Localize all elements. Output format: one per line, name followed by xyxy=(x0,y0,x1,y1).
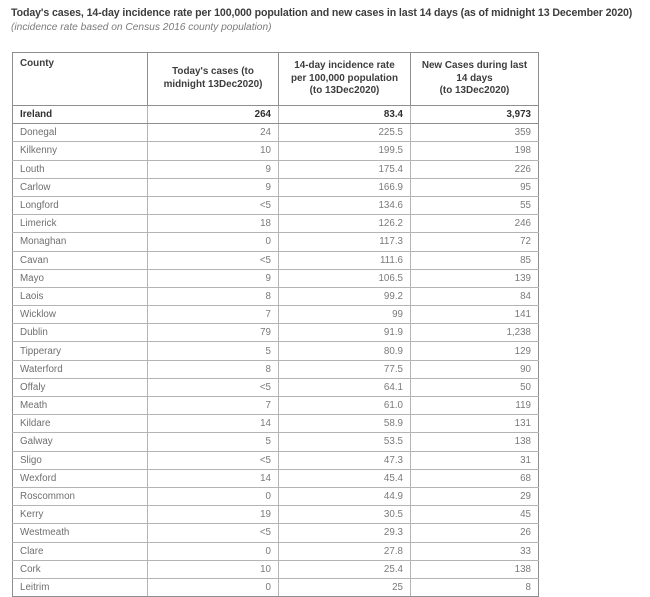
incidence-rate-value: 80.9 xyxy=(279,342,411,360)
county-name: Monaghan xyxy=(13,233,148,251)
new-cases-value: 131 xyxy=(411,415,539,433)
today-cases-value: <5 xyxy=(148,251,279,269)
county-name: Mayo xyxy=(13,269,148,287)
county-name: Dublin xyxy=(13,324,148,342)
county-name: Kerry xyxy=(13,506,148,524)
column-header-today-cases-line2: midnight 13Dec2020) xyxy=(163,79,263,90)
new-cases-value: 359 xyxy=(411,124,539,142)
new-cases-value: 246 xyxy=(411,215,539,233)
table-body xyxy=(13,106,539,597)
new-cases-value: 26 xyxy=(411,524,539,542)
column-header-incidence-rate-line1: 14-day incidence rate xyxy=(294,60,395,72)
new-cases-value: 3,973 xyxy=(411,106,539,124)
county-name: Limerick xyxy=(13,215,148,233)
incidence-rate-value: 61.0 xyxy=(279,397,411,415)
today-cases-value: <5 xyxy=(148,451,279,469)
column-header-incidence-rate xyxy=(279,53,411,106)
table-row xyxy=(13,178,539,196)
column-header-new-cases-line3: (to 13Dec2020) xyxy=(439,85,510,97)
heading-block xyxy=(11,6,645,35)
table-row xyxy=(13,324,539,342)
table-row xyxy=(13,524,539,542)
today-cases-value: 79 xyxy=(148,324,279,342)
column-header-new-cases-line2: 14 days xyxy=(456,72,493,84)
incidence-rate-value: 77.5 xyxy=(279,360,411,378)
table-row xyxy=(13,451,539,469)
today-cases-value: <5 xyxy=(148,524,279,542)
county-name: Westmeath xyxy=(13,524,148,542)
today-cases-value: 264 xyxy=(148,106,279,124)
incidence-rate-value: 106.5 xyxy=(279,269,411,287)
county-name: Roscommon xyxy=(13,487,148,505)
today-cases-value: 8 xyxy=(148,360,279,378)
table-row xyxy=(13,215,539,233)
today-cases-value: 7 xyxy=(148,306,279,324)
new-cases-value: 68 xyxy=(411,469,539,487)
new-cases-value: 95 xyxy=(411,178,539,196)
new-cases-value: 129 xyxy=(411,342,539,360)
today-cases-value: 10 xyxy=(148,142,279,160)
new-cases-value: 8 xyxy=(411,578,539,596)
table-row xyxy=(13,578,539,596)
today-cases-value: 14 xyxy=(148,415,279,433)
column-header-county xyxy=(13,53,148,106)
county-name: Kilkenny xyxy=(13,142,148,160)
incidence-rate-value: 166.9 xyxy=(279,178,411,196)
table-row xyxy=(13,196,539,214)
table-row xyxy=(13,433,539,451)
county-name: Wicklow xyxy=(13,306,148,324)
today-cases-value: 9 xyxy=(148,269,279,287)
table-row xyxy=(13,142,539,160)
column-header-new-cases-line1: New Cases during last xyxy=(421,60,528,72)
table-row xyxy=(13,397,539,415)
table-row xyxy=(13,469,539,487)
today-cases-value: 9 xyxy=(148,160,279,178)
incidence-rate-value: 30.5 xyxy=(279,506,411,524)
new-cases-value: 84 xyxy=(411,287,539,305)
new-cases-value: 31 xyxy=(411,451,539,469)
county-name: Cavan xyxy=(13,251,148,269)
county-name: Louth xyxy=(13,160,148,178)
new-cases-value: 198 xyxy=(411,142,539,160)
new-cases-value: 90 xyxy=(411,360,539,378)
today-cases-value: 19 xyxy=(148,506,279,524)
incidence-rate-value: 53.5 xyxy=(279,433,411,451)
county-name: Waterford xyxy=(13,360,148,378)
incidence-rate-value: 91.9 xyxy=(279,324,411,342)
table-row xyxy=(13,542,539,560)
county-name: Cork xyxy=(13,560,148,578)
column-header-incidence-rate-line2: per 100,000 population xyxy=(290,72,398,84)
county-name: Clare xyxy=(13,542,148,560)
new-cases-value: 29 xyxy=(411,487,539,505)
table-row xyxy=(13,506,539,524)
incidence-rate-value: 175.4 xyxy=(279,160,411,178)
incidence-rate-value: 199.5 xyxy=(279,142,411,160)
table-row xyxy=(13,306,539,324)
today-cases-value: 18 xyxy=(148,215,279,233)
county-name: Wexford xyxy=(13,469,148,487)
incidence-rate-value: 44.9 xyxy=(279,487,411,505)
today-cases-value: 7 xyxy=(148,397,279,415)
county-name: Ireland xyxy=(13,106,148,124)
today-cases-value: 24 xyxy=(148,124,279,142)
today-cases-value: 5 xyxy=(148,342,279,360)
table-row xyxy=(13,360,539,378)
table-row xyxy=(13,487,539,505)
county-name: Donegal xyxy=(13,124,148,142)
incidence-rate-value: 99.2 xyxy=(279,287,411,305)
county-name: Sligo xyxy=(13,451,148,469)
new-cases-value: 226 xyxy=(411,160,539,178)
table-total-row xyxy=(13,106,539,124)
new-cases-value: 85 xyxy=(411,251,539,269)
incidence-rate-value: 126.2 xyxy=(279,215,411,233)
table-row xyxy=(13,251,539,269)
county-name: Laois xyxy=(13,287,148,305)
incidence-rate-value: 27.8 xyxy=(279,542,411,560)
table-row xyxy=(13,269,539,287)
table-row xyxy=(13,560,539,578)
new-cases-value: 141 xyxy=(411,306,539,324)
new-cases-value: 138 xyxy=(411,560,539,578)
county-name: Offaly xyxy=(13,378,148,396)
new-cases-value: 33 xyxy=(411,542,539,560)
new-cases-value: 55 xyxy=(411,196,539,214)
incidence-rate-value: 45.4 xyxy=(279,469,411,487)
new-cases-value: 45 xyxy=(411,506,539,524)
today-cases-value: <5 xyxy=(148,196,279,214)
table-row xyxy=(13,124,539,142)
table-row xyxy=(13,378,539,396)
column-header-today-cases xyxy=(148,53,279,106)
table-row xyxy=(13,287,539,305)
today-cases-value: 10 xyxy=(148,560,279,578)
county-name: Tipperary xyxy=(13,342,148,360)
incidence-rate-value: 58.9 xyxy=(279,415,411,433)
incidence-rate-value: 117.3 xyxy=(279,233,411,251)
table-row xyxy=(13,233,539,251)
column-header-county-label: County xyxy=(20,58,55,69)
page-subtitle: (incidence rate based on Census 2016 county population) xyxy=(11,22,272,33)
column-header-incidence-rate-line3: (to 13Dec2020) xyxy=(309,85,380,97)
table-row xyxy=(13,342,539,360)
new-cases-value: 1,238 xyxy=(411,324,539,342)
today-cases-value: 0 xyxy=(148,542,279,560)
county-name: Kildare xyxy=(13,415,148,433)
today-cases-value: 0 xyxy=(148,233,279,251)
column-header-new-cases xyxy=(411,53,539,106)
new-cases-value: 139 xyxy=(411,269,539,287)
today-cases-value: 14 xyxy=(148,469,279,487)
today-cases-value: 0 xyxy=(148,578,279,596)
today-cases-value: 9 xyxy=(148,178,279,196)
new-cases-value: 72 xyxy=(411,233,539,251)
incidence-rate-value: 25 xyxy=(279,578,411,596)
new-cases-value: 138 xyxy=(411,433,539,451)
county-name: Longford xyxy=(13,196,148,214)
today-cases-value: 5 xyxy=(148,433,279,451)
incidence-rate-value: 134.6 xyxy=(279,196,411,214)
table-header xyxy=(13,53,539,106)
table-row xyxy=(13,160,539,178)
county-name: Galway xyxy=(13,433,148,451)
county-name: Leitrim xyxy=(13,578,148,596)
incidence-rate-value: 25.4 xyxy=(279,560,411,578)
today-cases-value: 0 xyxy=(148,487,279,505)
table-header-row xyxy=(13,53,539,106)
incidence-rate-value: 29.3 xyxy=(279,524,411,542)
column-header-today-cases-line1: Today's cases (to xyxy=(172,66,254,78)
table-row xyxy=(13,415,539,433)
new-cases-value: 119 xyxy=(411,397,539,415)
covid-county-cases-table xyxy=(12,52,539,597)
incidence-rate-value: 225.5 xyxy=(279,124,411,142)
page-title: Today's cases, 14-day incidence rate per 100,000 population and new cases in last 14 days (as of midnight 13 December 2020) xyxy=(11,7,633,19)
incidence-rate-value: 99 xyxy=(279,306,411,324)
today-cases-value: <5 xyxy=(148,378,279,396)
county-name: Meath xyxy=(13,397,148,415)
new-cases-value: 50 xyxy=(411,378,539,396)
incidence-rate-value: 64.1 xyxy=(279,378,411,396)
incidence-rate-value: 111.6 xyxy=(279,251,411,269)
incidence-rate-value: 47.3 xyxy=(279,451,411,469)
county-name: Carlow xyxy=(13,178,148,196)
today-cases-value: 8 xyxy=(148,287,279,305)
incidence-rate-value: 83.4 xyxy=(279,106,411,124)
